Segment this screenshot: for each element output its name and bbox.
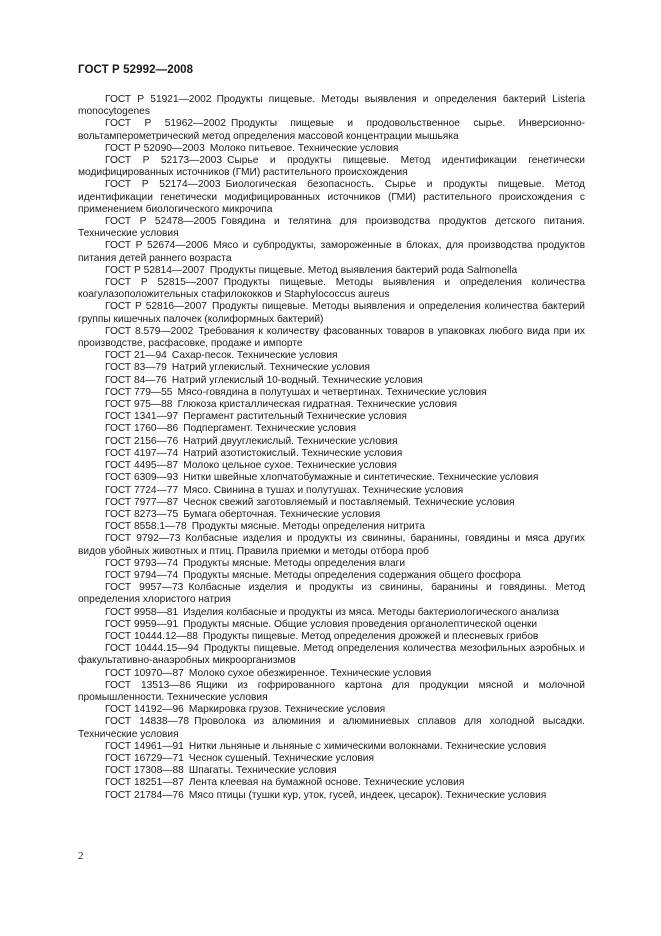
reference-code: ГОСТ 18251—87	[105, 777, 184, 789]
reference-code: ГОСТ 13513—86	[105, 679, 191, 691]
reference-title: Бумага оберточная. Технические условия	[183, 508, 381, 520]
reference-title: Молоко сухое обезжиренное. Технические условия	[188, 667, 432, 679]
reference-code: ГОСТ 6309—93	[105, 472, 179, 484]
reference-code: ГОСТ 4495—87	[105, 460, 179, 472]
reference-code: ГОСТ 779—55	[105, 386, 173, 398]
reference-title: Маркировка грузов. Технические условия	[188, 704, 386, 716]
reference-code: ГОСТ 10970—87	[105, 667, 184, 679]
reference-item	[78, 558, 585, 570]
reference-title: Пергамент растительный Технические условия	[183, 411, 407, 423]
reference-title: Проволока из алюминия и алюминиевых сплавов для холодной высадки. Технические условия	[78, 716, 585, 740]
reference-item	[78, 521, 585, 533]
reference-item	[78, 631, 585, 643]
reference-item	[78, 716, 585, 740]
reference-item	[78, 216, 585, 240]
reference-title: Продукты мясные. Методы определения нитрита	[191, 521, 425, 533]
reference-item	[78, 387, 585, 399]
reference-item	[78, 704, 585, 716]
reference-code: ГОСТ 9959—91	[105, 618, 179, 630]
reference-code: ГОСТ 84—76	[105, 374, 167, 386]
reference-item	[78, 607, 585, 619]
reference-item	[78, 790, 585, 802]
reference-title: Сырье и продукты пищевые. Метод идентификации генетически модифицированных источников (ГМИ) растительного происхождения	[78, 155, 585, 179]
normative-references-list	[78, 94, 585, 802]
reference-title: Продукты пищевые. Метод определения дрожжей и плесневых грибов	[203, 630, 539, 642]
reference-title: Биологическая безопасность. Сырье и продукты пищевые. Метод идентификации генетически модифицированных источников (ГМИ) растительного происхождения с применением биологического микрочипа	[78, 179, 586, 215]
reference-item	[78, 326, 585, 350]
reference-item	[78, 765, 585, 777]
reference-code: ГОСТ Р 52674—2006	[105, 240, 209, 252]
reference-code: ГОСТ 10444.15—94	[105, 643, 199, 655]
reference-code: ГОСТ 14838—78	[105, 716, 190, 728]
reference-title: Мясо птицы (тушки кур, уток, гусей, индеек, цесарок). Технические условия	[188, 789, 547, 801]
reference-title: Натрий двууглекислый. Технические условия	[183, 435, 398, 447]
document-header: ГОСТ Р 52992—2008	[78, 64, 194, 76]
reference-item	[78, 570, 585, 582]
reference-item	[78, 240, 585, 264]
reference-title: Продукты пищевые. Методы выявления и определения бактерий Listeria monocytogenes	[78, 94, 585, 118]
reference-title: Чеснок свежий заготовляемый и поставляемый. Технические условия	[183, 496, 515, 508]
reference-code: ГОСТ Р 52478—2005	[105, 216, 217, 228]
reference-code: ГОСТ 9958—81	[105, 606, 179, 618]
reference-item	[78, 472, 585, 484]
reference-code: ГОСТ 14192—96	[105, 704, 184, 716]
reference-title: Нитки льняные и льняные с химическими волокнами. Технические условия	[188, 740, 547, 752]
reference-item	[78, 143, 585, 155]
reference-item	[78, 301, 585, 325]
reference-code: ГОСТ 7977—87	[105, 496, 179, 508]
reference-code: ГОСТ 8.579—2002	[105, 325, 194, 337]
reference-code: ГОСТ 9792—73	[105, 533, 181, 545]
reference-code: ГОСТ Р 51921—2002	[105, 94, 212, 105]
reference-item	[78, 741, 585, 753]
reference-code: ГОСТ 8273—75	[105, 508, 179, 520]
reference-title: Продукты пищевые. Метод определения количества мезофильных аэробных и факультативно-анаэробных микроорганизмов	[78, 643, 585, 667]
reference-title: Продукты мясные. Методы определения влаги	[183, 557, 406, 569]
reference-code: ГОСТ 9794—74	[105, 569, 179, 581]
reference-code: ГОСТ Р 52815—2007	[105, 277, 219, 289]
reference-code: ГОСТ 16729—71	[105, 752, 184, 764]
reference-title: Ящики из гофрированного картона для продукции мясной и молочной промышленности. Технические условия	[78, 679, 585, 703]
reference-item	[78, 436, 585, 448]
reference-code: ГОСТ 14961—91	[105, 740, 184, 752]
reference-title: Мясо и субпродукты, замороженные в блоках, для производства продуктов питания детей раннего возраста	[78, 240, 586, 264]
reference-title: Натрий углекислый 10-водный. Технические условия	[171, 374, 423, 386]
reference-code: ГОСТ 1760—86	[105, 423, 179, 435]
page-number: 2	[78, 850, 84, 862]
reference-title: Мясо-говядина в полутушах и четвертинах. Технические условия	[177, 386, 487, 398]
reference-item	[78, 350, 585, 362]
reference-title: Шпагаты. Технические условия	[188, 765, 337, 777]
reference-title: Изделия колбасные и продукты из мяса. Методы бактериологического анализа	[183, 606, 559, 618]
reference-title: Подпергамент. Технические условия	[183, 423, 357, 435]
reference-title: Натрий азотистокислый. Технические условия	[183, 447, 403, 459]
reference-code: ГОСТ 83—79	[105, 362, 167, 374]
reference-item	[78, 448, 585, 460]
reference-code: ГОСТ 10444.12—88	[105, 630, 198, 642]
reference-item	[78, 643, 585, 667]
reference-item	[78, 582, 585, 606]
reference-title: Натрий углекислый. Технические условия	[171, 362, 370, 374]
reference-title: Колбасные изделия и продукты из свинины, баранины, говядины и мяса других видов убойных животных и птиц. Правила приемки и методы отбора проб	[78, 533, 585, 557]
reference-code: ГОСТ 4197—74	[105, 447, 179, 459]
reference-code: ГОСТ Р 52814—2007	[105, 264, 205, 276]
reference-title: Продукты пищевые. Методы выявления и определения количества бактерий группы кишечных палочек (колиформных бактерий)	[78, 301, 586, 325]
reference-title: Говядина и телятина для производства продуктов детского питания. Технические условия	[78, 216, 585, 240]
reference-code: ГОСТ 21784—76	[105, 789, 184, 801]
reference-title: Продукты пищевые и продовольственное сырье. Инверсионно-вольтамперометрический метод определения массовой концентрации мышьяка	[78, 118, 585, 142]
reference-item	[78, 362, 585, 374]
reference-code: ГОСТ Р 52816—2007	[105, 301, 207, 313]
reference-title: Колбасные изделия и продукты из свинины, баранины и говядины. Метод определения хлористого натрия	[78, 582, 586, 606]
reference-code: ГОСТ 9957—73	[105, 582, 184, 594]
reference-code: ГОСТ Р 52174—2003	[105, 179, 221, 191]
reference-title: Продукты мясные. Общие условия проведения органолептической оценки	[183, 618, 538, 630]
reference-code: ГОСТ 8558.1—78	[105, 521, 187, 533]
reference-item	[78, 423, 585, 435]
reference-title: Мясо. Свинина в тушах и полутушах. Технические условия	[183, 484, 464, 496]
reference-title: Требования к количеству фасованных товаров в упаковках любого вида при их производстве, расфасовке, продаже и импорте	[78, 325, 585, 350]
reference-code: ГОСТ 21—94	[105, 350, 167, 362]
reference-item	[78, 619, 585, 631]
reference-item	[78, 485, 585, 497]
reference-code: ГОСТ Р 52173—2003	[105, 155, 223, 167]
reference-item	[78, 497, 585, 509]
reference-title: Лента клеевая на бумажной основе. Технические условия	[188, 777, 465, 789]
reference-title: Продукты мясные. Методы определения содержания общего фосфора	[183, 569, 521, 581]
reference-code: ГОСТ 9793—74	[105, 557, 179, 569]
reference-item	[78, 533, 585, 557]
reference-item	[78, 265, 585, 277]
reference-item	[78, 155, 585, 179]
reference-item	[78, 375, 585, 387]
reference-code: ГОСТ 975—88	[105, 399, 173, 411]
reference-item	[78, 411, 585, 423]
reference-code: ГОСТ Р 52090—2003	[105, 142, 205, 154]
reference-title: Молоко цельное сухое. Технические условия	[183, 460, 397, 472]
reference-code: ГОСТ 17308—88	[105, 765, 184, 777]
reference-item	[78, 118, 585, 142]
reference-item	[78, 680, 585, 704]
reference-title: Чеснок сушеный. Технические условия	[188, 752, 374, 764]
reference-title: Нитки швейные хлопчатобумажные и синтетические. Технические условия	[183, 472, 539, 484]
reference-item	[78, 753, 585, 765]
reference-item	[78, 399, 585, 411]
reference-item	[78, 509, 585, 521]
reference-item	[78, 277, 585, 301]
reference-item	[78, 179, 585, 216]
reference-title: Глюкоза кристаллическая гидратная. Технические условия	[177, 399, 458, 411]
reference-item	[78, 777, 585, 789]
reference-code: ГОСТ 7724—77	[105, 484, 179, 496]
reference-code: ГОСТ 1341—97	[105, 411, 179, 423]
reference-title: Сахар-песок. Технические условия	[171, 350, 338, 362]
reference-code: ГОСТ 2156—76	[105, 435, 179, 447]
reference-title: Продукты пищевые. Методы выявления и определения количества коагулазоположительных стафилококков и Staphylococcus aureus	[78, 277, 586, 301]
reference-item	[78, 460, 585, 472]
reference-title: Продукты пищевые. Метод выявления бактерий рода Salmonella	[209, 264, 518, 276]
reference-code: ГОСТ Р 51962—2002	[105, 118, 226, 130]
reference-title: Молоко питьевое. Технические условия	[209, 142, 399, 154]
reference-item	[78, 668, 585, 680]
reference-item	[78, 94, 585, 118]
